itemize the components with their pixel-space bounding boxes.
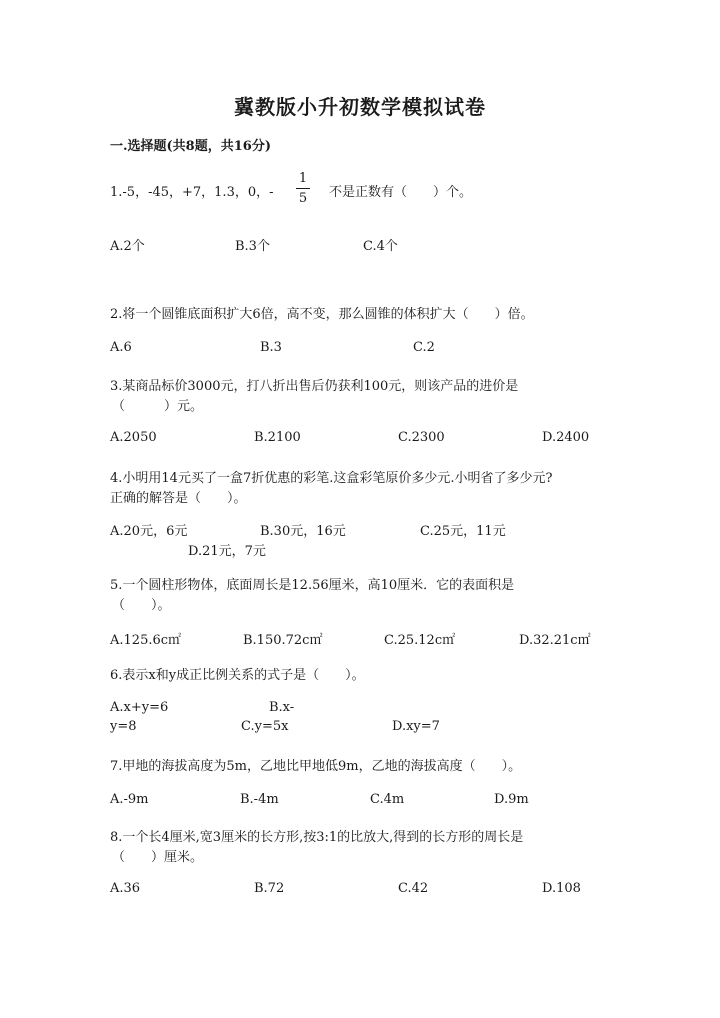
q4-option-d: D.21元，7元 [188,544,266,559]
q1-option-b: B.3个 [235,239,270,254]
q2-option-c: C.2 [413,340,435,355]
q5-option-c: C.25.12c㎡ [384,633,456,648]
q3-option-c: C.2300 [398,430,445,445]
section-heading: 一.选择题(共8题，共16分) [110,139,271,154]
q6-option-c: C.y=5x [241,719,289,734]
q3-option-b: B.2100 [254,430,301,445]
q6-option-d: D.xy=7 [392,719,440,734]
page-title: 冀教版小升初数学模拟试卷 [234,95,486,119]
q3-option-a: A.2050 [110,430,157,445]
q7-option-d: D.9m [494,792,529,807]
question-1-stem-cont: 不是正数有（ ）个。 [329,185,473,200]
question-3-stem: 3.某商品标价3000元，打八折出售后仍获利100元，则该产品的进价是 [110,379,519,394]
fraction-denominator: 5 [298,191,308,206]
q5-option-b: B.150.72c㎡ [243,633,323,648]
q7-option-b: B.-4m [240,792,279,807]
q4-option-b: B.30元，16元 [260,524,346,539]
q5-option-a: A.125.6c㎡ [110,633,182,648]
q8-option-c: C.42 [398,881,429,896]
q2-option-a: A.6 [110,340,132,355]
q4-option-a: A.20元，6元 [110,524,188,539]
question-6-stem: 6.表示x和y成正比例关系的式子是（ ）。 [110,668,365,683]
fraction-one-fifth [296,171,310,206]
q8-option-b: B.72 [254,881,285,896]
question-4-stem-line2: 正确的解答是（ ）。 [110,491,247,506]
q6-option-a: A.x+y=6 [110,700,169,715]
q1-option-a: A.2个 [110,239,145,254]
q7-option-c: C.4m [370,792,405,807]
question-5-stem-line2: （ ）。 [112,598,171,613]
question-5-stem: 5.一个圆柱形物体，底面周长是12.56厘米，高10厘米．它的表面积是 [110,578,515,593]
question-2-stem: 2.将一个圆锥底面积扩大6倍，高不变，那么圆锥的体积扩大（ ）倍。 [110,307,534,322]
q4-option-c: C.25元，11元 [420,524,506,539]
question-7-stem: 7.甲地的海拔高度为5m，乙地比甲地低9m，乙地的海拔高度（ ）。 [110,759,522,774]
q8-option-d: D.108 [542,881,581,896]
q2-option-b: B.3 [260,340,282,355]
fraction-numerator: 1 [298,171,308,186]
q8-option-a: A.36 [110,881,141,896]
q3-option-d: D.2400 [542,430,590,445]
question-8-stem-line2: （ ）厘米。 [112,850,204,865]
question-3-stem-line2: （ ）元。 [112,399,204,414]
question-1-stem: 1.-5，-45，+7，1.3，0，- [110,185,274,200]
q5-option-d: D.32.21c㎡ [519,633,591,648]
q1-option-c: C.4个 [363,239,398,254]
question-4-stem: 4.小明用14元买了一盒7折优惠的彩笔.这盒彩笔原价多少元.小明省了多少元? [110,471,553,486]
q6-option-b-cont: y=8 [110,719,137,734]
q7-option-a: A.-9m [110,792,149,807]
q6-option-b: B.x- [269,700,295,715]
question-8-stem: 8.一个长4厘米,宽3厘米的长方形,按3:1的比放大,得到的长方形的周长是 [110,830,524,845]
fraction-bar [296,188,310,189]
